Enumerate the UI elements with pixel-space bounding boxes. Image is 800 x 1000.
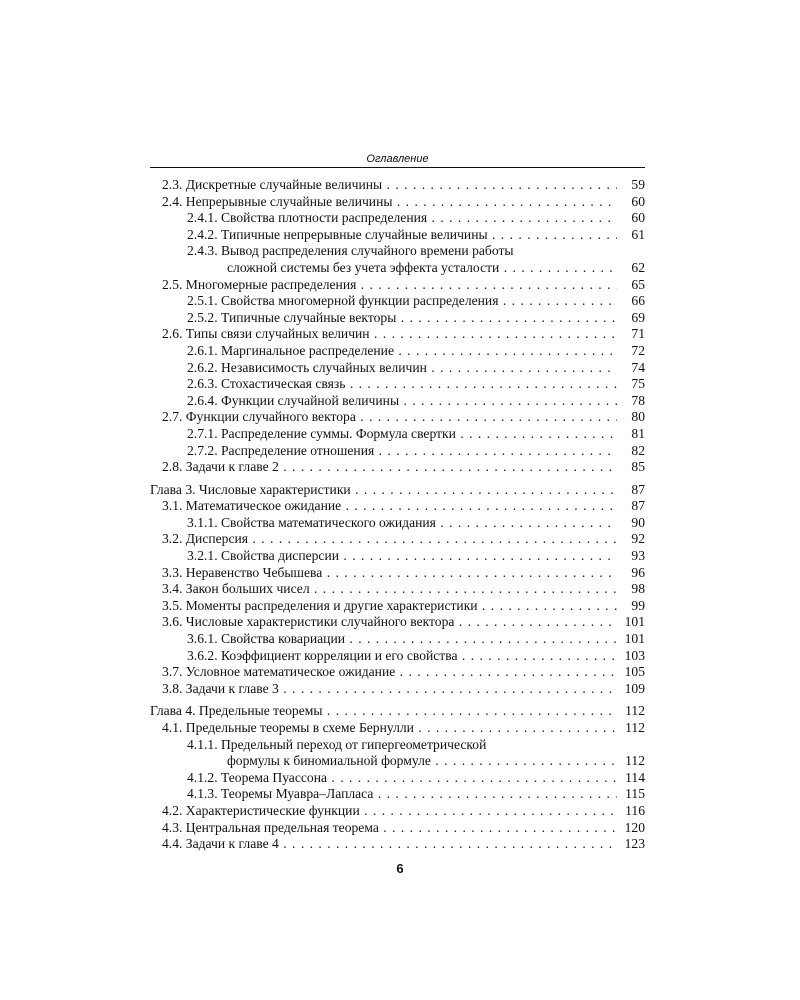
toc-entry-page: 72 — [631, 342, 645, 358]
toc-entry[interactable] — [150, 194, 645, 211]
toc-entry-page: 96 — [631, 564, 645, 580]
toc-entry[interactable] — [150, 720, 645, 737]
toc-entry-page: 114 — [625, 769, 645, 785]
toc-entry-title: 2.6.4. Функции случайной величины . . . — [187, 393, 617, 410]
toc-entry[interactable] — [150, 531, 645, 548]
toc-entry-title: 2.7.2. Распределение отношения . . . — [187, 443, 617, 460]
toc-entry-page: 101 — [624, 614, 645, 630]
toc-entry-title: 2.4.3. Вывод распределения случайного времени работы — [187, 243, 514, 259]
toc-entry-title: 4.1.2. Теорема Пуассона . . . — [187, 770, 617, 787]
toc-entry[interactable] — [150, 310, 645, 327]
toc-entry-title: 2.4. Непрерывные случайные величины . . . — [162, 194, 617, 211]
toc-entry-title: 3.8. Задачи к главе 3 . . . — [162, 681, 617, 698]
toc-entry-title: Глава 3. Числовые характеристики . . . — [150, 482, 617, 499]
toc-entry-page: 62 — [631, 259, 645, 275]
toc-entry[interactable] — [150, 227, 645, 244]
toc-entry[interactable] — [150, 598, 645, 615]
toc-entry-page: 74 — [631, 359, 645, 375]
toc-entry-title: формулы к биномиальной формуле . . . — [227, 753, 617, 770]
toc-entry-page: 60 — [631, 210, 645, 226]
toc-entry[interactable] — [150, 737, 645, 754]
toc-entry-title: 3.6.1. Свойства ковариации . . . — [187, 631, 617, 648]
toc-entry-title: 3.1. Математическое ожидание . . . — [162, 498, 617, 515]
toc-entry-page: 69 — [631, 309, 645, 325]
toc-entry-title: 2.3. Дискретные случайные величины . . . — [162, 177, 617, 194]
toc-entry-page: 123 — [624, 836, 645, 852]
toc-entry-page: 92 — [631, 531, 645, 547]
toc-entry[interactable] — [150, 243, 645, 260]
toc-entry-page: 112 — [625, 720, 645, 735]
toc-chapter-entry[interactable] — [150, 703, 645, 720]
toc-entry-page: 65 — [631, 276, 645, 292]
toc-entry-title: 2.5.1. Свойства многомерной функции распределения . . . — [187, 293, 617, 310]
toc-entry-title: 2.5.2. Типичные случайные векторы . . . — [187, 310, 617, 327]
toc-entry-page: 120 — [624, 819, 645, 835]
toc-entry-title: 3.1.1. Свойства математического ожидания . . . — [187, 515, 617, 532]
toc-entry-page: 85 — [631, 459, 645, 475]
toc-entry-title: 3.2. Дисперсия . . . — [162, 531, 617, 548]
toc-entry-page: 93 — [631, 548, 645, 564]
toc-entry-page: 66 — [631, 293, 645, 309]
toc-entry[interactable] — [150, 376, 645, 393]
page-number: 6 — [396, 861, 404, 876]
toc-entry-page: 60 — [631, 193, 645, 209]
toc-entry-continuation[interactable] — [150, 753, 645, 770]
toc-entry-title: 2.6.1. Маргинальное распределение . . . — [187, 343, 617, 360]
toc-entry[interactable] — [150, 820, 645, 837]
toc-entry-title: 4.4. Задачи к главе 4 . . . — [162, 836, 617, 853]
toc-entry[interactable] — [150, 293, 645, 310]
toc-entry-page: 78 — [631, 392, 645, 408]
toc-entry[interactable] — [150, 459, 645, 476]
toc-entry-page: 99 — [631, 597, 645, 613]
toc-entry-page: 105 — [624, 664, 645, 680]
toc-entry[interactable] — [150, 210, 645, 227]
toc-entry-title: 4.1.1. Предельный переход от гипергеометрической — [187, 736, 487, 752]
toc-entry-title: 3.6. Числовые характеристики случайного вектора . . . — [162, 614, 617, 631]
toc-entry[interactable] — [150, 581, 645, 598]
toc-entry-page: 82 — [631, 442, 645, 458]
toc-entry-title: 2.4.2. Типичные непрерывные случайные величины . . . — [187, 227, 617, 244]
toc-entry[interactable] — [150, 277, 645, 294]
toc-entry-title: Глава 4. Предельные теоремы . . . — [150, 703, 617, 720]
toc-entry-title: 3.3. Неравенство Чебышева . . . — [162, 565, 617, 582]
toc-entry[interactable] — [150, 393, 645, 410]
toc-entry-title: 4.1.3. Теоремы Муавра–Лапласа . . . — [187, 786, 617, 803]
toc-entry[interactable] — [150, 409, 645, 426]
toc-entry-title: 3.2.1. Свойства дисперсии . . . — [187, 548, 617, 565]
toc-entry-title: 2.8. Задачи к главе 2 . . . — [162, 459, 617, 476]
toc-entry-title: 2.7. Функции случайного вектора . . . — [162, 409, 617, 426]
toc-entry-title: 2.6. Типы связи случайных величин . . . — [162, 326, 617, 343]
toc-entry-title: 4.1. Предельные теоремы в схеме Бернулли . . . — [162, 720, 617, 737]
toc-entry[interactable] — [150, 631, 645, 648]
running-head: Оглавление — [366, 153, 429, 165]
toc-entry-title: 3.5. Моменты распределения и другие характеристики . . . — [162, 598, 617, 615]
toc-entry[interactable] — [150, 515, 645, 532]
toc-entry-title: 2.7.1. Распределение суммы. Формула свертки . . . — [187, 426, 617, 443]
toc-entry[interactable] — [150, 548, 645, 565]
toc-entry[interactable] — [150, 565, 645, 582]
toc-entry-title: 2.6.3. Стохастическая связь . . . — [187, 376, 617, 393]
toc-entry-page: 61 — [631, 226, 645, 242]
toc-entry-page: 112 — [625, 703, 645, 719]
toc-entry-page: 87 — [631, 481, 645, 497]
toc-entry-title: 3.7. Условное математическое ожидание . . . — [162, 664, 617, 681]
toc-entry-title: 3.6.2. Коэффициент корреляции и его свойства . . . — [187, 648, 617, 665]
toc-entry-page: 75 — [631, 376, 645, 392]
toc-entry-page: 116 — [625, 802, 645, 818]
toc-entry-page: 87 — [631, 498, 645, 514]
toc-entry-page: 80 — [631, 409, 645, 425]
toc-entry[interactable] — [150, 648, 645, 665]
toc-entry[interactable] — [150, 803, 645, 820]
toc-entry[interactable] — [150, 786, 645, 803]
toc-entry[interactable] — [150, 770, 645, 787]
toc-entry[interactable] — [150, 836, 645, 853]
toc-entry-title: 4.2. Характеристические функции . . . — [162, 803, 617, 820]
toc-entry[interactable] — [150, 498, 645, 515]
toc-entry-page: 115 — [625, 786, 645, 802]
header-rule — [150, 167, 645, 168]
toc-entry-page: 103 — [624, 647, 645, 663]
toc-entry[interactable] — [150, 177, 645, 194]
toc-entry-page: 59 — [631, 177, 645, 192]
toc-entry-page: 101 — [624, 631, 645, 647]
toc-entry[interactable] — [150, 326, 645, 343]
toc-entry-page: 71 — [631, 326, 645, 342]
toc-entry[interactable] — [150, 343, 645, 360]
toc-entry-title: 3.4. Закон больших чисел . . . — [162, 581, 617, 598]
toc-entry[interactable] — [150, 443, 645, 460]
toc-entry-page: 109 — [624, 680, 645, 696]
toc-entry-page: 112 — [625, 753, 645, 769]
toc-entry[interactable] — [150, 426, 645, 443]
toc-entry[interactable] — [150, 664, 645, 681]
toc-entry-title: 2.5. Многомерные распределения . . . — [162, 277, 617, 294]
toc-entry-page: 90 — [631, 514, 645, 530]
toc-entry-title: 2.4.1. Свойства плотности распределения . . . — [187, 210, 617, 227]
toc-entry-page: 81 — [631, 425, 645, 441]
toc-entry-title: 2.6.2. Независимость случайных величин . . . — [187, 360, 617, 377]
toc-entry-title: 4.3. Центральная предельная теорема . . . — [162, 820, 617, 837]
toc-chapter-entry[interactable] — [150, 482, 645, 499]
toc-entry-continuation[interactable] — [150, 260, 645, 277]
toc-entry-title: сложной системы без учета эффекта усталости . . . — [227, 260, 617, 277]
toc-entry[interactable] — [150, 614, 645, 631]
toc-entry[interactable] — [150, 681, 645, 698]
toc-entry[interactable] — [150, 360, 645, 377]
toc-entry-page: 98 — [631, 581, 645, 597]
table-of-contents — [150, 177, 645, 853]
